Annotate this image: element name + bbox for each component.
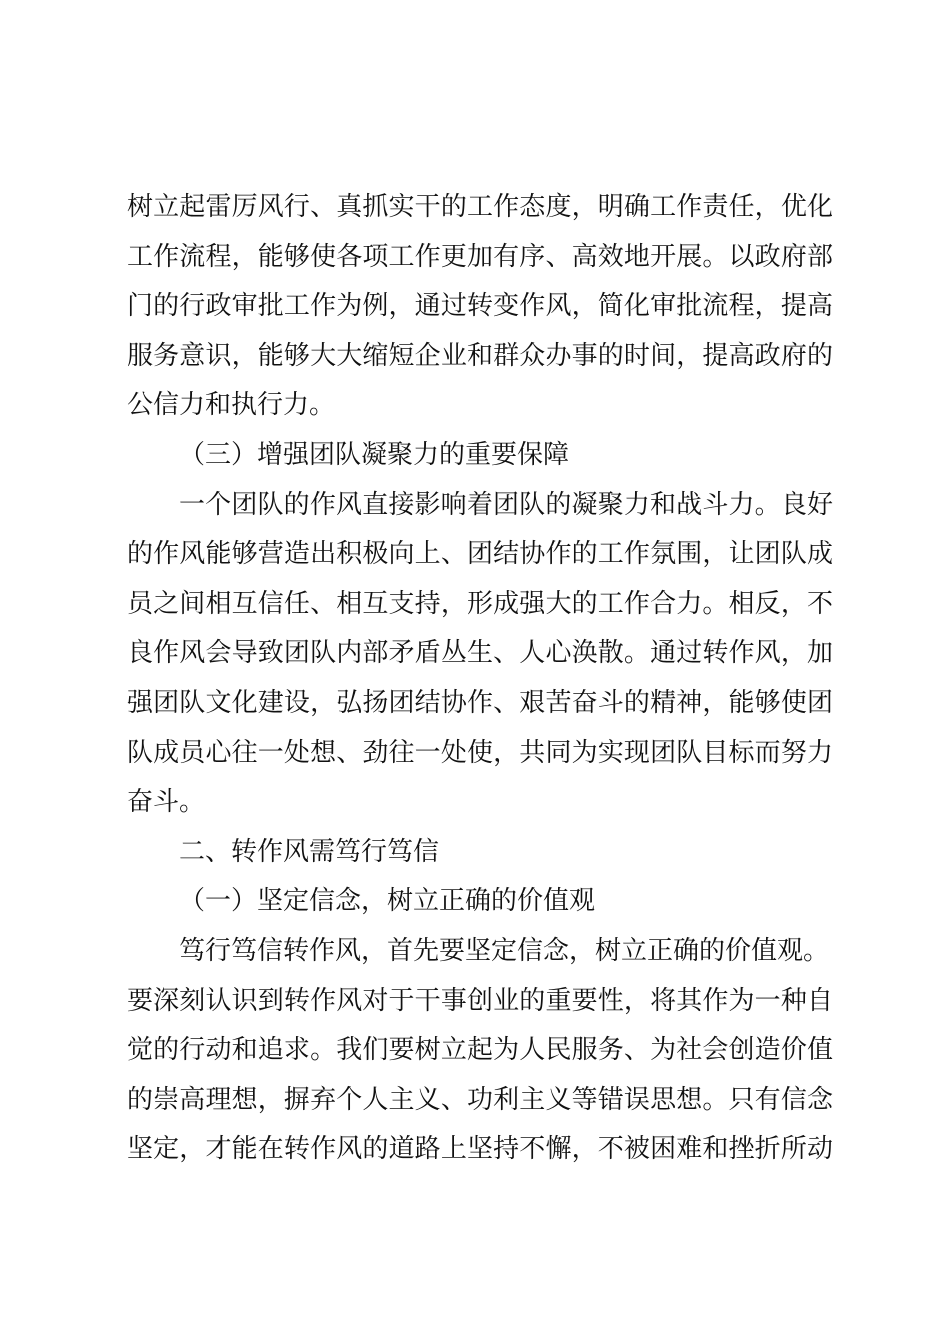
- paragraph-line: 良作风会导致团队内部矛盾丛生、人心涣散。通过转作风，加: [127, 638, 833, 669]
- chapter-heading: 二、转作风需笃行笃信: [179, 836, 440, 867]
- paragraph-line: 员之间相互信任、相互支持，形成强大的工作合力。相反，不: [127, 588, 833, 619]
- paragraph-line: 一个团队的作风直接影响着团队的凝聚力和战斗力。良好: [179, 489, 833, 520]
- paragraph-line: 公信力和执行力。: [127, 390, 336, 421]
- paragraph-line: 觉的行动和追求。我们要树立起为人民服务、为社会创造价值: [127, 1035, 833, 1066]
- paragraph-line: 队成员心往一处想、劲往一处使，共同为实现团队目标而努力: [127, 737, 833, 768]
- document-body: [127, 183, 833, 1175]
- paragraph-line: 工作流程，能够使各项工作更加有序、高效地开展。以政府部: [127, 241, 833, 272]
- paragraph-line: 的作风能够营造出积极向上、团结协作的工作氛围，让团队成: [127, 539, 833, 570]
- section-heading: （三）增强团队凝聚力的重要保障: [179, 439, 570, 470]
- paragraph-line: 要深刻认识到转作风对于干事创业的重要性，将其作为一种自: [127, 985, 833, 1016]
- paragraph-line: 服务意识，能够大大缩短企业和群众办事的时间，提高政府的: [127, 340, 833, 371]
- section-heading: （一）坚定信念，树立正确的价值观: [179, 886, 596, 917]
- paragraph-line: 强团队文化建设，弘扬团结协作、艰苦奋斗的精神，能够使团: [127, 687, 833, 718]
- paragraph-line: 门的行政审批工作为例，通过转变作风，简化审批流程，提高: [127, 291, 833, 322]
- paragraph-line: 坚定，才能在转作风的道路上坚持不懈，不被困难和挫折所动: [127, 1134, 833, 1165]
- paragraph-line: 的崇高理想，摒弃个人主义、功利主义等错误思想。只有信念: [127, 1084, 833, 1115]
- paragraph-line: 奋斗。: [127, 787, 206, 818]
- paragraph-line: 笃行笃信转作风，首先要坚定信念，树立正确的价值观。: [179, 935, 830, 966]
- paragraph-line: 树立起雷厉风行、真抓实干的工作态度，明确工作责任，优化: [127, 192, 833, 222]
